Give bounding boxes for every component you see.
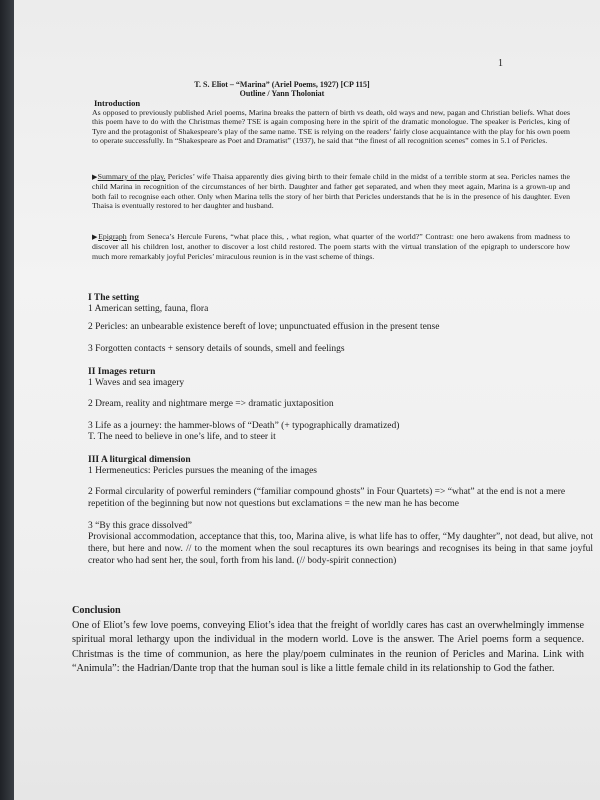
background-edge xyxy=(0,0,14,800)
section-1-item-3: 3 Forgotten contacts + sensory details of sounds, smell and feelings xyxy=(88,344,345,354)
page-number: 1 xyxy=(498,58,503,69)
section-1-item-1: 1 American setting, fauna, flora xyxy=(88,304,209,314)
section-1-item-2: 2 Pericles: an unbearable existence bereft of love; unpunctuated effusion in the present tense xyxy=(88,322,440,332)
section-2-item-3: 3 Life as a journey: the hammer-blows of “Death” (+ typographically dramatized) xyxy=(88,421,400,431)
triangle-bullet-icon: ▶ xyxy=(92,173,98,181)
summary-paragraph xyxy=(92,172,570,211)
document-page xyxy=(14,0,600,800)
section-2-item-4: T. The need to believe in one’s life, and to steer it xyxy=(88,432,276,442)
document-subtitle: Outline / Yann Tholoniat xyxy=(239,89,325,98)
summary-link[interactable]: Summary of the play. xyxy=(97,172,166,181)
summary-text: Pericles’ wife Thaisa apparently dies giving birth to their female child in the midst of a terrible storm at sea. Pericles names the child Marina in recognition of the circumstances of her birth. Daughter and father get separated, and when they meet again, Marina is a grown-up and both fail to recognise each other. Only when Marina tells the story of her birth that Pericles understands that he is in the presence of his daughter. Even Thaisa is eventually restored to her daughter and husband. xyxy=(92,172,570,211)
epigraph-text: from Seneca’s Hercule Furens, “what place this, , what region, what quarter of the world?” Contrast: one hero awakens from madness to discover all his children lost, another to discover a lost child restored. The poem starts with the virtual translation of the epigraph to underscore how much more remarkably joyful Pericles’ miraculous reunion is in the vast scheme of things. xyxy=(92,232,570,261)
introduction-paragraph: As opposed to previously published Ariel poems, Marina breaks the pattern of birth vs death, old ways and new, pagan and Christian beliefs. What does this poem have to do with the Christmas theme? TSE is again composing here in the spirit of the dramatic monologue. The speaker is Pericles, king of Tyre and the protagonist of Shakespeare’s play of the same name. TSE is relying on the readers’ fairly close acquaintance with the play for his own poem to operate successfully. In “Shakespeare as Poet and Dramatist” (1937), he said that “the finest of all recognition scenes” comes in 5.1 of Pericles. xyxy=(92,108,570,146)
triangle-bullet-icon: ▶ xyxy=(92,233,99,241)
conclusion-block xyxy=(72,604,584,677)
section-2-item-1: 1 Waves and sea imagery xyxy=(88,378,185,388)
section-3-heading: III A liturgical dimension xyxy=(88,455,191,465)
section-1-heading: I The setting xyxy=(88,293,140,303)
introduction-heading: Introduction xyxy=(94,98,141,108)
section-2-item-2: 2 Dream, reality and nightmare merge => dramatic juxtaposition xyxy=(88,399,334,409)
section-2-heading: II Images return xyxy=(88,367,156,377)
section-3-item-4: Provisional accommodation, acceptance that this, too, Marina alive, is what life has to offer, “My daughter”, not dead, but alive, not there, but here and now. // to the moment when the soul recaptures its own bearings and recognises its being in that same joyful creator who had sent her, the soul, forth from his land. (// body-spirit connection) xyxy=(88,532,593,566)
epigraph-link[interactable]: Epigraph xyxy=(98,232,127,241)
epigraph-paragraph xyxy=(92,232,570,261)
section-3-item-2: 2 Formal circularity of powerful reminders (“familiar compound ghosts” in Four Quartets) => “what” at the end is not a mere repetition of the beginning but now not questions but exclamations = the new man he has become xyxy=(88,487,566,509)
document-title: T. S. Eliot – “Marina” (Ariel Poems, 1927) [CP 115] xyxy=(194,80,370,89)
conclusion-text: One of Eliot’s few love poems, conveying Eliot’s idea that the freight of worldly cares has cast an overwhelmingly immense spiritual moral lethargy upon the individual in the modern world. Love is the answer. The Ariel poems form a sequence. Christmas is the time of communion, as here the play/poem culminates in the reunion of Pericles and Marina. Link with “Animula”: the Hadrian/Dante trop that the human soul is like a little female child in its relationship to God the father. xyxy=(72,619,584,674)
section-3-item-3: 3 “By this grace dissolved” xyxy=(88,521,192,531)
conclusion-heading: Conclusion xyxy=(72,605,121,616)
section-3-item-1: 1 Hermeneutics: Pericles pursues the meaning of the images xyxy=(88,466,317,476)
